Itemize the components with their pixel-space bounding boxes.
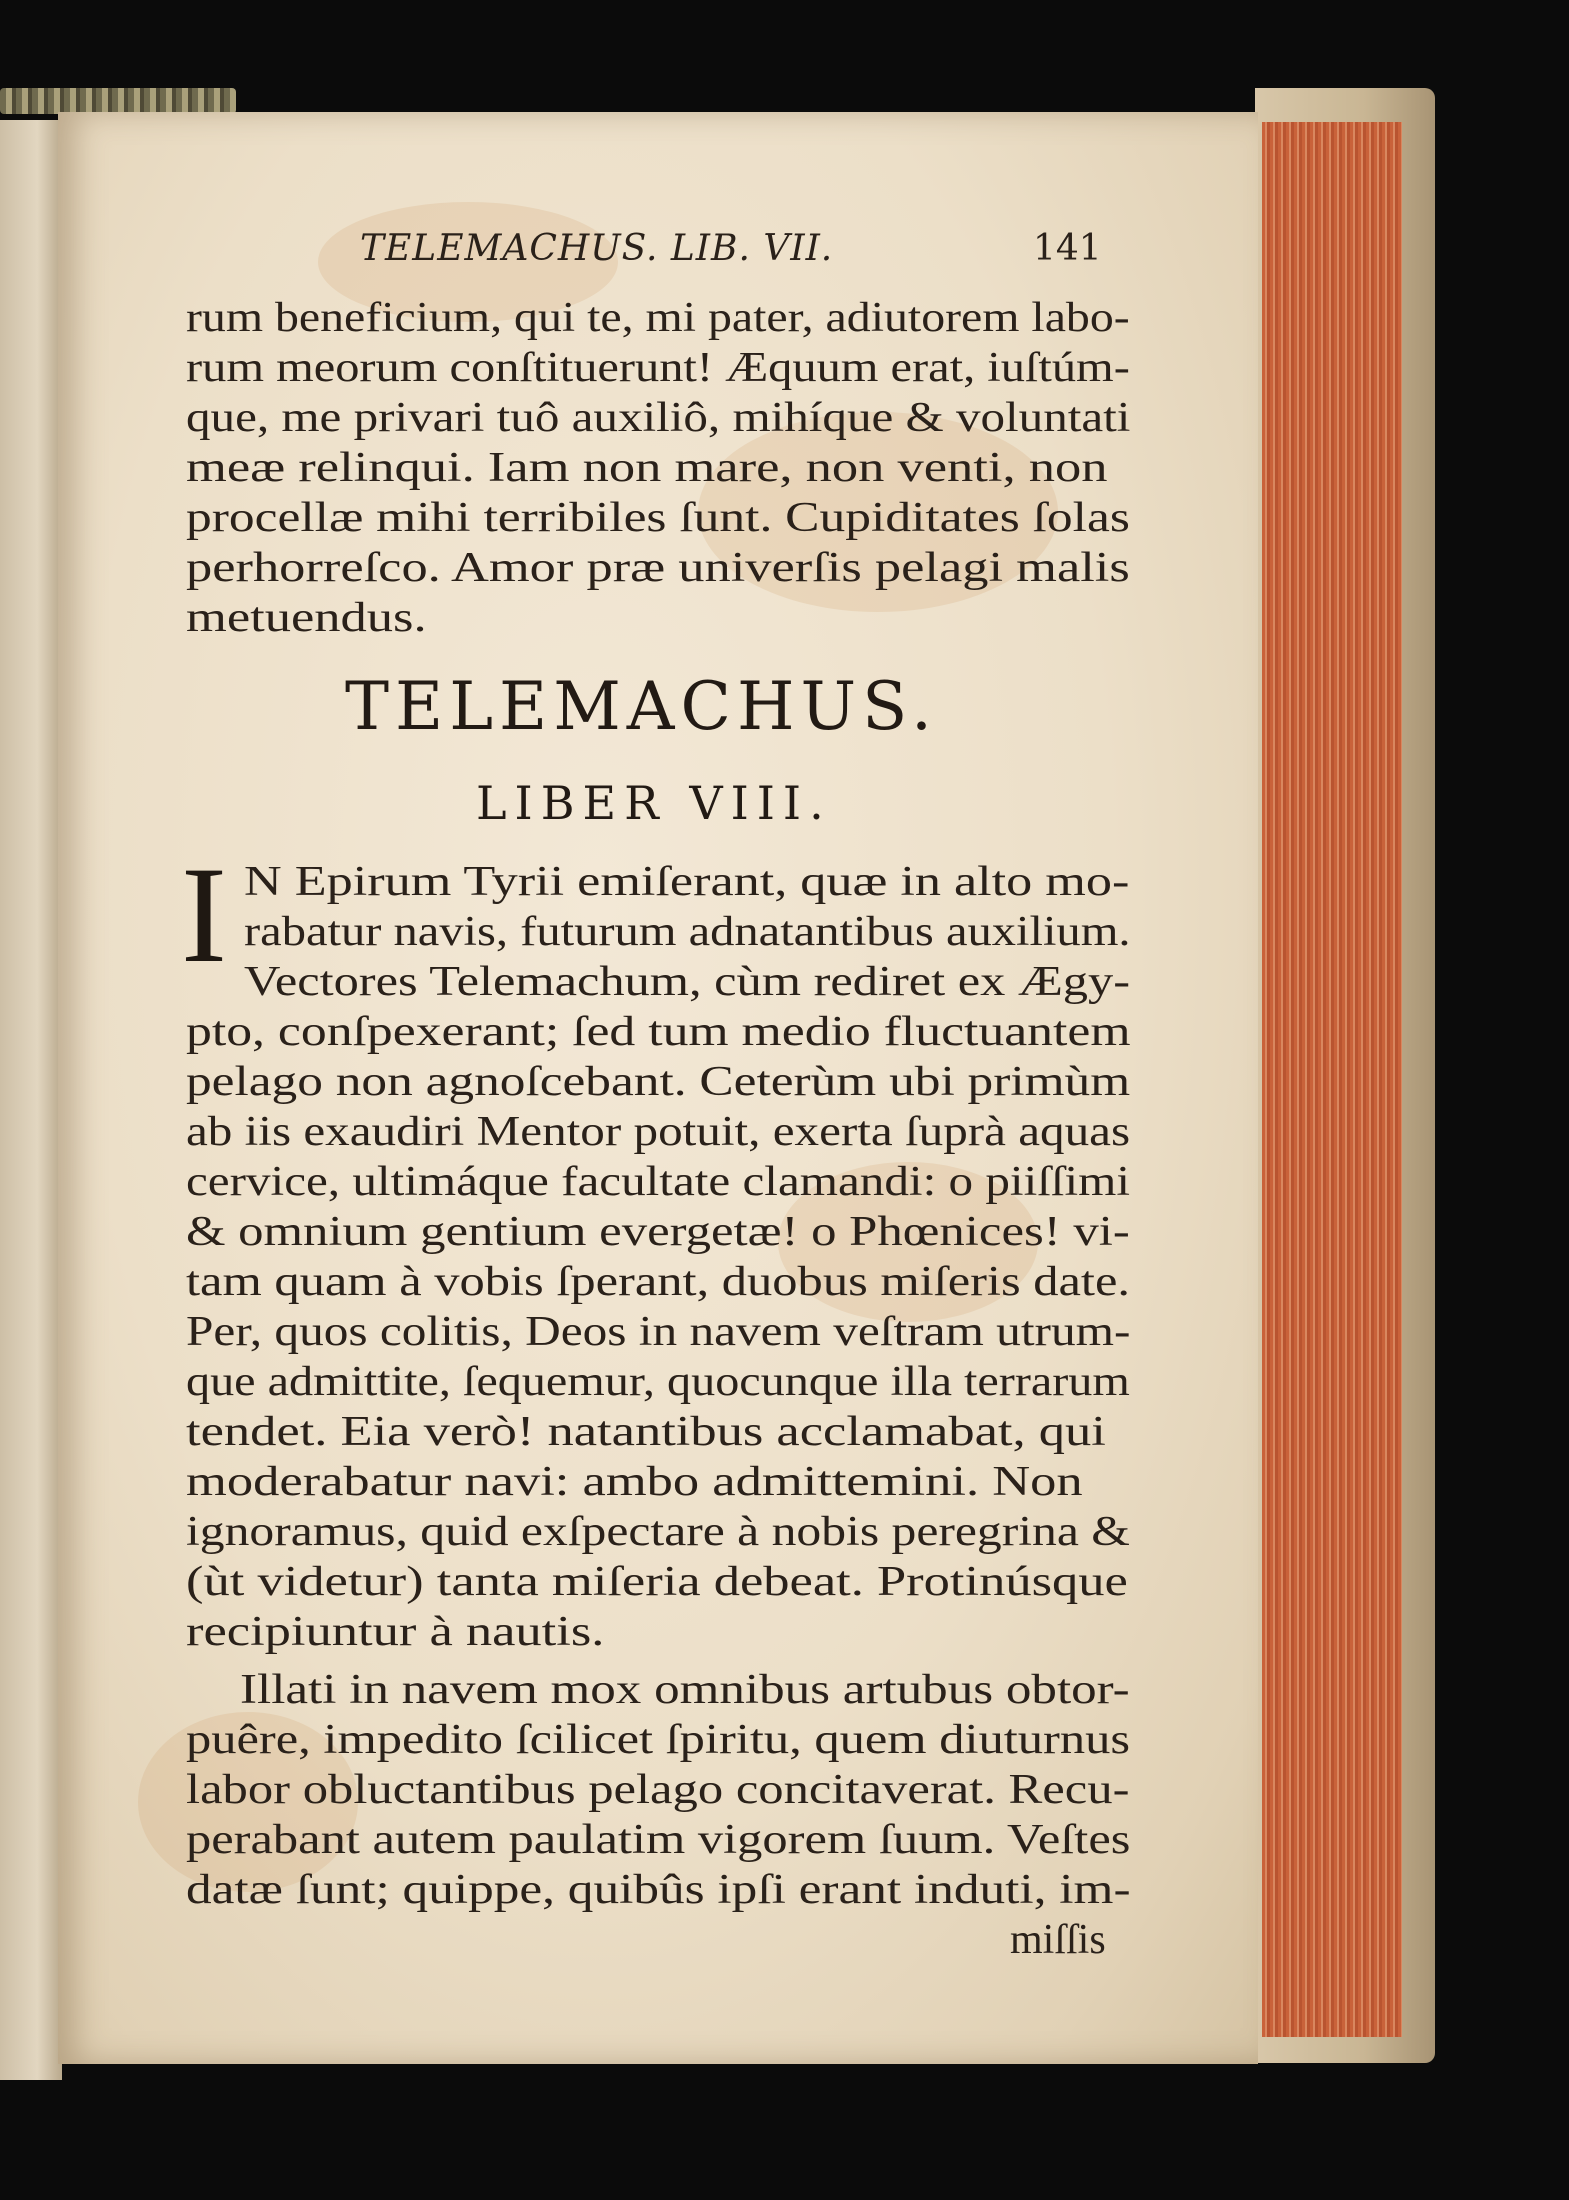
book-number: LIBER VIII. xyxy=(476,776,832,830)
text-line: tendet. Eia verò! natantibus acclamabat, qui xyxy=(186,1409,1106,1455)
drop-cap: I xyxy=(181,838,227,991)
text-line: metuendus. xyxy=(186,595,427,641)
text-line: pto, conſpexerant; ſed tum medio fluctuantem xyxy=(186,1009,1131,1055)
text-line: perhorreſco. Amor præ univerſis pelagi malis xyxy=(186,545,1130,591)
text-line: (ùt videtur) tanta miſeria debeat. Protinúsque xyxy=(186,1559,1128,1605)
text-line: pelago non agnoſcebant. Ceterùm ubi primùm xyxy=(186,1059,1131,1105)
text-line: que, me privari tuô auxiliô, mihíque & voluntati xyxy=(186,395,1131,441)
text-line: Illati in navem mox omnibus artubus obtor- xyxy=(240,1667,1130,1713)
text-line: rum beneficium, qui te, mi pater, adiutorem labo- xyxy=(186,295,1130,341)
text-line: que admittite, ſequemur, quocunque illa terrarum xyxy=(186,1359,1130,1405)
running-head: TELEMACHUS. LIB. VII. xyxy=(360,228,834,269)
text-line: Per, quos colitis, Deos in navem veſtram utrum- xyxy=(186,1309,1131,1355)
previous-page-edge xyxy=(0,120,62,2080)
page-number: 141 xyxy=(1033,228,1102,269)
text-line: tam quam à vobis ſperant, duobus miſeris date. xyxy=(186,1259,1130,1305)
text-line: puêre, impedito ſcilicet ſpiritu, quem diuturnus xyxy=(186,1717,1130,1763)
text-line: ab iis exaudiri Mentor potuit, exerta ſuprà aquas xyxy=(186,1109,1131,1155)
text-line: rum meorum conſtituerunt! Æquum erat, iuſtúm- xyxy=(186,345,1130,391)
page-block-edges xyxy=(1262,122,1402,2037)
text-line: ignoramus, quid exſpectare à nobis peregrina & xyxy=(186,1509,1130,1555)
text-line: procellæ mihi terribiles ſunt. Cupiditates ſolas xyxy=(186,495,1130,541)
text-line: Vectores Telemachum, cùm rediret ex Ægy- xyxy=(244,959,1131,1005)
text-line: recipiuntur à nautis. xyxy=(186,1609,605,1655)
text-line: & omnium gentium evergetæ! o Phœnices! vi- xyxy=(186,1209,1130,1255)
text-line: rabatur navis, futurum adnatantibus auxilium. xyxy=(244,909,1131,955)
chapter-title: TELEMACHUS. xyxy=(345,668,938,745)
text-line: moderabatur navi: ambo admittemini. Non xyxy=(186,1459,1083,1505)
text-line: labor obluctantibus pelago concitaverat. Recu- xyxy=(186,1767,1130,1813)
text-line: cervice, ultimáque facultate clamandi: o piiſſimi xyxy=(186,1159,1131,1205)
text-line: datæ ſunt; quippe, quibûs ipſi erant induti, im- xyxy=(186,1867,1131,1913)
text-line: perabant autem paulatim vigorem ſuum. Veſtes xyxy=(186,1817,1131,1863)
headband xyxy=(0,88,236,114)
text-line: meæ relinqui. Iam non mare, non venti, non xyxy=(186,445,1108,491)
text-line: N Epirum Tyrii emiſerant, quæ in alto mo- xyxy=(244,859,1130,905)
catchword: miſſis xyxy=(1010,1917,1106,1963)
